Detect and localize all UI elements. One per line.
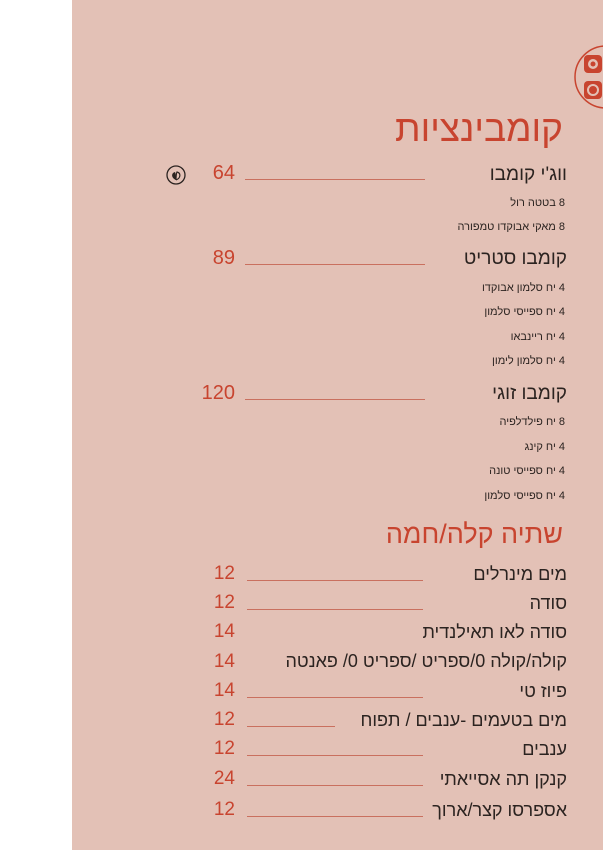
combo-component: 4 יח סלמון לימון — [491, 355, 565, 367]
drink-price: 12 — [213, 592, 235, 613]
combo-price: 120 — [201, 382, 235, 404]
drink-price: 12 — [213, 799, 235, 820]
drink-name: מים מינרלים — [473, 564, 567, 584]
drink-name: קנקן תה אסייאתי — [439, 769, 567, 789]
drink-price: 14 — [213, 651, 235, 672]
leaf-badge-icon — [166, 165, 186, 185]
leader-line — [247, 726, 335, 727]
drink-name: פיוז טי — [519, 681, 567, 701]
combo-component: 8 יח פילדלפיה — [499, 416, 565, 428]
leader-line — [247, 697, 423, 698]
drink-price: 12 — [213, 709, 235, 730]
leader-line — [247, 755, 423, 756]
leader-line — [247, 816, 423, 817]
combo-component: 4 יח קינג — [524, 441, 565, 453]
drink-price: 12 — [213, 738, 235, 759]
leader-line — [245, 264, 425, 265]
combo-price: 89 — [212, 247, 235, 269]
leader-line — [247, 785, 423, 786]
combo-component: 4 יח ספייסי סלמון — [484, 306, 565, 318]
leader-line — [247, 580, 423, 581]
combos-title: קומבינציות — [395, 108, 563, 149]
sushi-grid-logo-icon — [574, 45, 603, 109]
drink-name: אספרסו קצר/ארוך — [432, 800, 567, 820]
drink-price: 12 — [213, 563, 235, 584]
drinks-title: שתיה קלה/חמה — [385, 519, 563, 549]
drink-name: סודה — [529, 593, 567, 613]
combo-price: 64 — [212, 162, 235, 184]
drink-price: 14 — [213, 621, 235, 642]
drink-name: סודה לאו תאילנדית — [422, 622, 567, 642]
combo-name: ווג'י קומבו — [489, 164, 567, 185]
combo-name: קומבו זוגי — [492, 383, 567, 404]
drink-name: קולה/קולה 0/ספריט /ספריט 0/ פאנטה — [285, 651, 567, 671]
combo-component: 8 מאקי אבוקדו טמפורה — [457, 221, 565, 233]
combo-name: קומבו סטריט — [463, 248, 567, 269]
combo-component: 4 יח סלמון אבוקדו — [481, 282, 565, 294]
leader-line — [245, 179, 425, 180]
drink-price: 14 — [213, 680, 235, 701]
combo-component: 4 יח ריינבאו — [510, 331, 565, 343]
drink-price: 24 — [213, 768, 235, 789]
drink-name: ענבים — [522, 739, 567, 759]
combo-component: 4 יח ספייסי טונה — [489, 465, 565, 477]
combo-component: 8 בטטה רול — [510, 197, 565, 209]
leader-line — [245, 399, 425, 400]
drink-name: מים בטעמים -ענבים / תפוח — [360, 710, 567, 730]
leader-line — [247, 609, 423, 610]
combo-component: 4 יח ספייסי סלמון — [484, 490, 565, 502]
